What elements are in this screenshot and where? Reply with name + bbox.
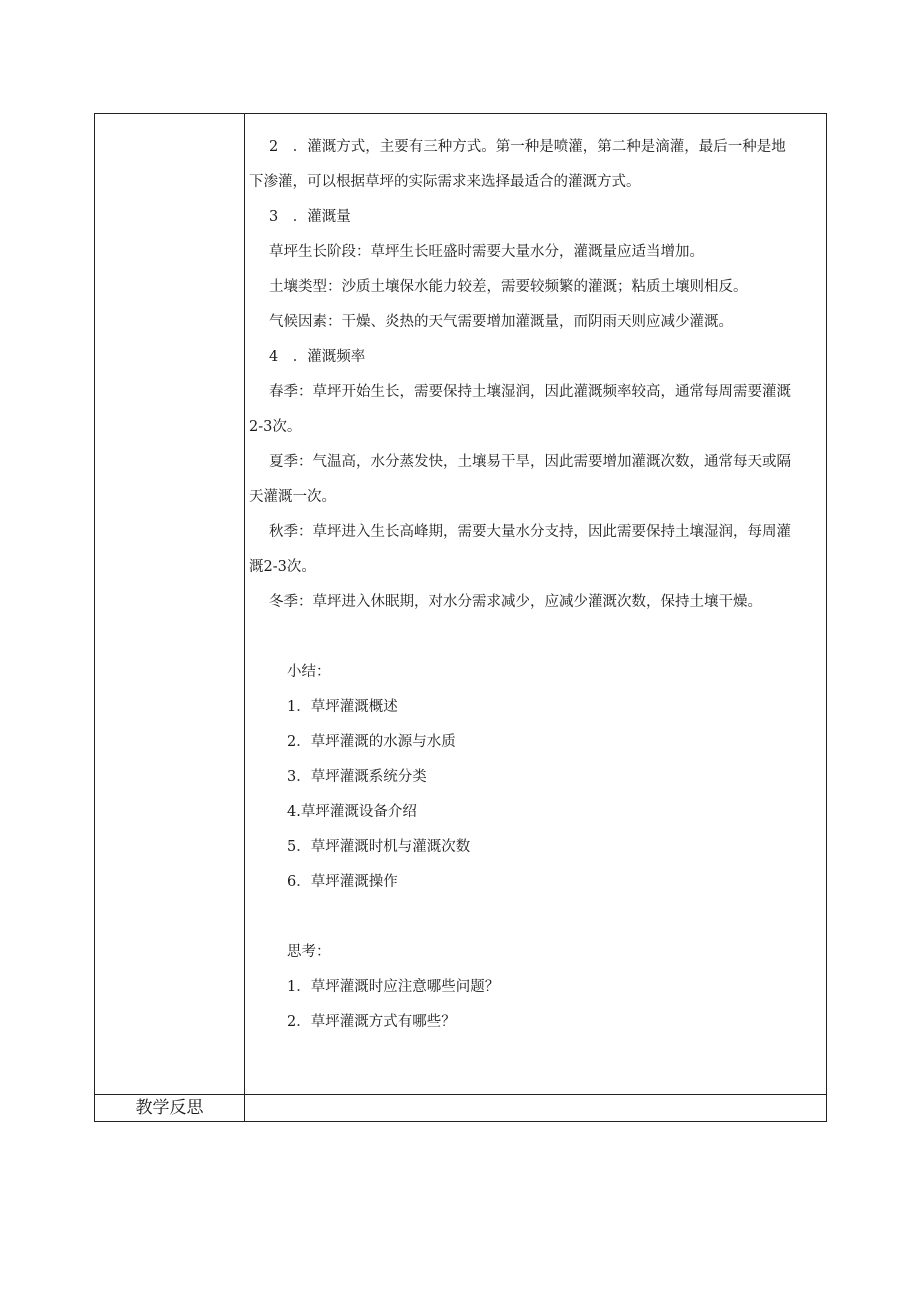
frequency-summer-line-2: 天灌溉一次。 — [249, 489, 336, 505]
frequency-autumn-line-1: 秋季：草坪进入生长高峰期，需要大量水分支持，因此需要保持土壤湿润，每周灌 — [269, 524, 791, 540]
content-body — [245, 114, 826, 1040]
spacer — [245, 900, 826, 935]
amount-item-growth: 草坪生长阶段：草坪生长旺盛时需要大量水分，灌溉量应适当增加。 — [269, 244, 704, 260]
method-line-2: 下渗灌，可以根据草坪的实际需求来选择最适合的灌溉方式。 — [249, 174, 641, 190]
reflection-label: 教学反思 — [95, 1095, 245, 1122]
thinking-item: 2．草坪灌溉方式有哪些？ — [287, 1014, 456, 1030]
summary-item: 2．草坪灌溉的水源与水质 — [287, 734, 456, 750]
thinking-item: 1．草坪灌溉时应注意哪些问题？ — [287, 979, 500, 995]
reflection-row — [95, 1095, 827, 1122]
amount-heading: 3 ．灌溉量 — [269, 209, 351, 225]
amount-item-climate: 气候因素：干燥、炎热的天气需要增加灌溉量，而阴雨天则应减少灌溉。 — [269, 314, 733, 330]
spacer — [245, 620, 826, 655]
amount-item-soil: 土壤类型：沙质土壤保水能力较差，需要较频繁的灌溉；粘质土壤则相反。 — [269, 279, 748, 295]
method-line-1: 2 ．灌溉方式，主要有三种方式。第一种是喷灌，第二种是滴灌，最后一种是地 — [269, 139, 786, 155]
summary-title: 小结： — [287, 664, 331, 680]
frequency-summer-line-1: 夏季：气温高，水分蒸发快，土壤易干旱，因此需要增加灌溉次数，通常每天或隔 — [269, 454, 791, 470]
frequency-spring-line-2: 2-3次。 — [249, 419, 302, 435]
summary-item: 6．草坪灌溉操作 — [287, 874, 398, 890]
left-label-cell — [95, 114, 245, 1095]
lesson-plan-table — [94, 113, 827, 1122]
content-row — [95, 114, 827, 1095]
summary-item: 1．草坪灌溉概述 — [287, 699, 398, 715]
frequency-spring-line-1: 春季：草坪开始生长，需要保持土壤湿润，因此灌溉频率较高，通常每周需要灌溉 — [269, 384, 791, 400]
frequency-winter: 冬季：草坪进入休眠期，对水分需求减少，应减少灌溉次数，保持土壤干燥。 — [269, 594, 762, 610]
frequency-autumn-line-2: 溉2-3次。 — [249, 559, 316, 575]
summary-item: 5．草坪灌溉时机与灌溉次数 — [287, 839, 471, 855]
content-cell — [245, 114, 827, 1095]
frequency-heading: 4 ．灌溉频率 — [269, 349, 366, 365]
summary-item: 4.草坪灌溉设备介绍 — [287, 804, 417, 820]
thinking-title: 思考： — [287, 944, 331, 960]
reflection-field[interactable] — [245, 1095, 827, 1122]
summary-item: 3．草坪灌溉系统分类 — [287, 769, 427, 785]
